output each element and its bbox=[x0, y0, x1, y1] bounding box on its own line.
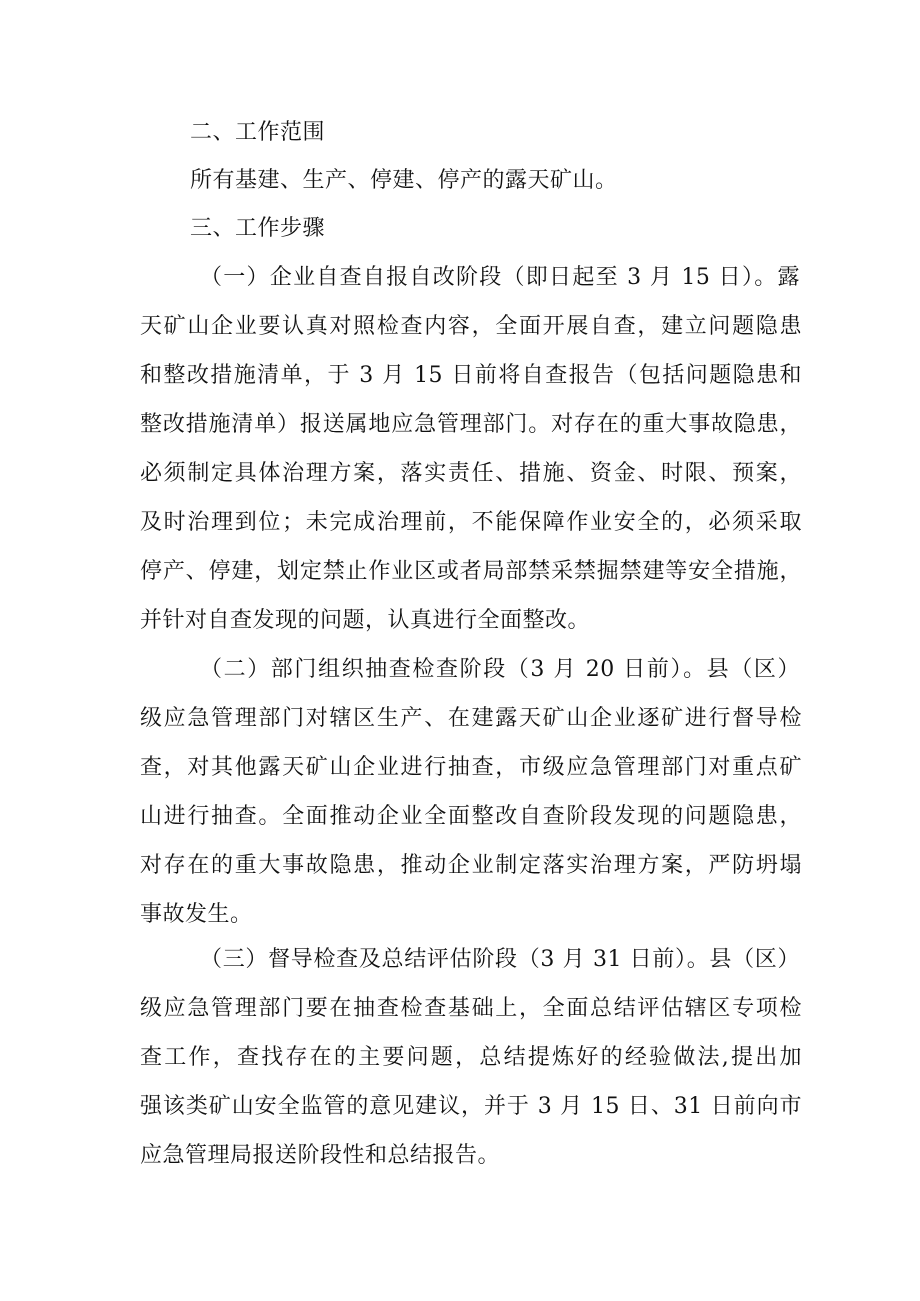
paragraph-line: 山进行抽查。全面推动企业全面整改自查阶段发现的问题隐患， bbox=[140, 804, 802, 829]
paragraph-line: 强该类矿山安全监管的意见建议，并于 3 月 15 日、31 日前向市 bbox=[140, 1094, 802, 1119]
paragraph-line: 并针对自查发现的问题，认真进行全面整改。 bbox=[140, 608, 591, 633]
paragraph-line: （一）企业自查自报自改阶段（即日起至 3 月 15 日）。露 bbox=[200, 265, 800, 290]
paragraph-line: 整改措施清单）报送属地应急管理部门。对存在的重大事故隐患， bbox=[140, 412, 802, 437]
paragraph-line: 事故发生。 bbox=[140, 902, 253, 927]
paragraph-line: （二）部门组织抽查检查阶段（3 月 20 日前）。县（区） bbox=[200, 657, 800, 682]
paragraph-line: 查，对其他露天矿山企业进行抽查，市级应急管理部门对重点矿 bbox=[140, 755, 802, 780]
paragraph-line: 应急管理局报送阶段性和总结报告。 bbox=[140, 1143, 501, 1168]
paragraph-line: （三）督导检查及总结评估阶段（3 月 31 日前）。县（区） bbox=[200, 947, 800, 972]
paragraph-line: 级应急管理部门对辖区生产、在建露天矿山企业逐矿进行督导检 bbox=[140, 706, 802, 731]
paragraph-line: 查工作，查找存在的主要问题，总结提炼好的经验做法,提出加 bbox=[140, 1045, 802, 1070]
paragraph-line: 天矿山企业要认真对照检查内容，全面开展自查，建立问题隐患 bbox=[140, 314, 802, 339]
scope-body-text: 所有基建、生产、停建、停产的露天矿山。 bbox=[190, 168, 618, 193]
paragraph-line: 和整改措施清单，于 3 月 15 日前将自查报告（包括问题隐患和 bbox=[140, 363, 802, 388]
section-heading-steps: 三、工作步骤 bbox=[190, 216, 326, 241]
paragraph-line: 及时治理到位；未完成治理前，不能保障作业安全的，必须采取 bbox=[140, 510, 802, 535]
paragraph-line: 对存在的重大事故隐患，推动企业制定落实治理方案，严防坍塌 bbox=[140, 853, 802, 878]
paragraph-line: 必须制定具体治理方案，落实责任、措施、资金、时限、预案， bbox=[140, 461, 802, 486]
section-heading-scope: 二、工作范围 bbox=[190, 120, 326, 145]
paragraph-line: 停产、停建，划定禁止作业区或者局部禁采禁掘禁建等安全措施， bbox=[140, 559, 802, 584]
paragraph-line: 级应急管理部门要在抽查检查基础上，全面总结评估辖区专项检 bbox=[140, 996, 802, 1021]
